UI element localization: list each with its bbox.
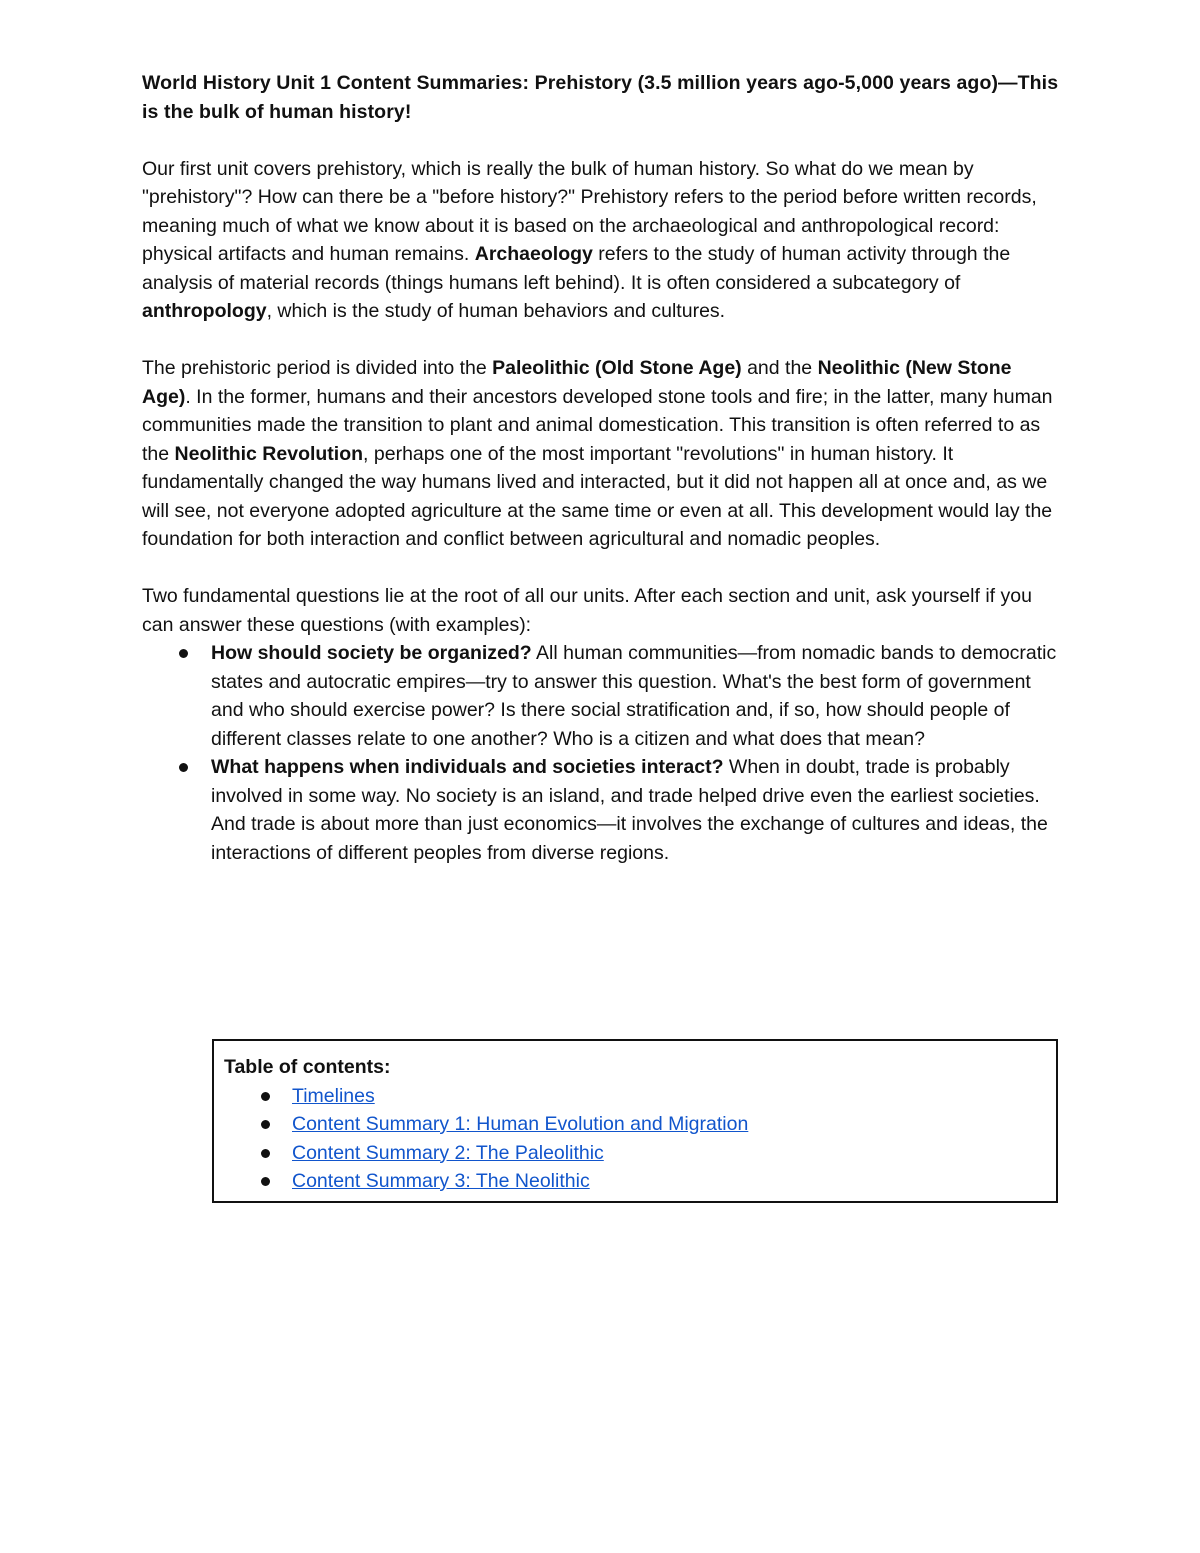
list-item (142, 753, 1060, 867)
bullet-icon (261, 1120, 270, 1129)
questions-list (142, 639, 1060, 867)
question-heading: How should society be organized? (211, 642, 532, 664)
intro-text-a: Our first unit covers prehistory, which is really the bulk of human history. So what do we mean by "prehistory"? How can there be a "before history?" Prehistory refers to the period before written records, meaning much of what we know about it is based on the archaeological and anthropological record: physical artifacts and human remains. (142, 157, 1037, 265)
document-body (142, 69, 1060, 867)
list-item (142, 639, 1060, 753)
table-of-contents (212, 1039, 1058, 1203)
questions-intro: Two fundamental questions lie at the root of all our units. After each section and unit, ask yourself if you can answer these questions (with examples): (142, 585, 1032, 636)
term-anthropology: anthropology (142, 300, 267, 322)
periods-paragraph (142, 354, 1060, 554)
toc-link-timelines[interactable]: Timelines (292, 1084, 375, 1107)
intro-text-c: refers to the study of human activity through the analysis of material records (things humans left behind). It is often considered a subcategory of (142, 243, 1011, 294)
toc-item (224, 1082, 1046, 1111)
bullet-icon (179, 649, 188, 658)
periods-text-e: , perhaps one of the most important "revolutions" in human history. It fundamentally changed the way humans lived and interacted, but it did not happen all at once and, as we will see, not everyone adopted agriculture at the same time or even at all. This development would lay the foundation for both interaction and conflict between agricultural and nomadic peoples. (142, 442, 1053, 550)
question-text: When in doubt, trade is probably involved in some way. No society is an island, and trade helped drive even the earliest societies. And trade is about more than just economics—it involves the exchange of cultures and ideas, the interactions of different peoples from diverse regions. (211, 756, 1048, 864)
toc-link-summary-2[interactable]: Content Summary 2: The Paleolithic (292, 1141, 604, 1164)
question-text: All human communities—from nomadic bands to democratic states and autocratic empires—try to answer this question. What's the best form of government and who should exercise power? Is there social stratification and, if so, how should people of different classes relate to one another? Who is a citizen and what does that mean? (211, 642, 1057, 750)
toc-list (224, 1082, 1046, 1196)
document-title: World History Unit 1 Content Summaries: Prehistory (3.5 million years ago-5,000 years ago)—This is the bulk of human history! (142, 72, 1059, 123)
toc-item (224, 1167, 1046, 1196)
intro-paragraph (142, 155, 1060, 326)
term-paleolithic: Paleolithic (Old Stone Age) (492, 357, 742, 379)
toc-item (224, 1139, 1046, 1168)
toc-item (224, 1110, 1046, 1139)
question-heading: What happens when individuals and societies interact? (211, 756, 724, 778)
term-neolithic: Neolithic (New Stone Age) (142, 357, 1012, 408)
bullet-icon (261, 1092, 270, 1101)
bullet-icon (261, 1149, 270, 1158)
periods-text-c: and the (741, 357, 818, 379)
bullet-icon (179, 763, 188, 772)
bullet-icon (261, 1177, 270, 1186)
term-neolithic-revolution: Neolithic Revolution (174, 442, 364, 465)
toc-link-summary-3[interactable]: Content Summary 3: The Neolithic (292, 1170, 590, 1192)
toc-title: Table of contents: (224, 1056, 391, 1078)
periods-text-a: The prehistoric period is divided into the (142, 357, 493, 379)
toc-link-summary-1[interactable]: Content Summary 1: Human Evolution and Migration (292, 1113, 749, 1135)
periods-text-d: . In the former, humans and their ancestors developed stone tools and fire; in the latter, many human communities made the transition to plant and animal domestication. This transition is often referred to as the (142, 385, 1053, 465)
intro-text-d: , which is the study of human behaviors and cultures. (266, 300, 726, 322)
term-archaeology: Archaeology (474, 243, 593, 265)
